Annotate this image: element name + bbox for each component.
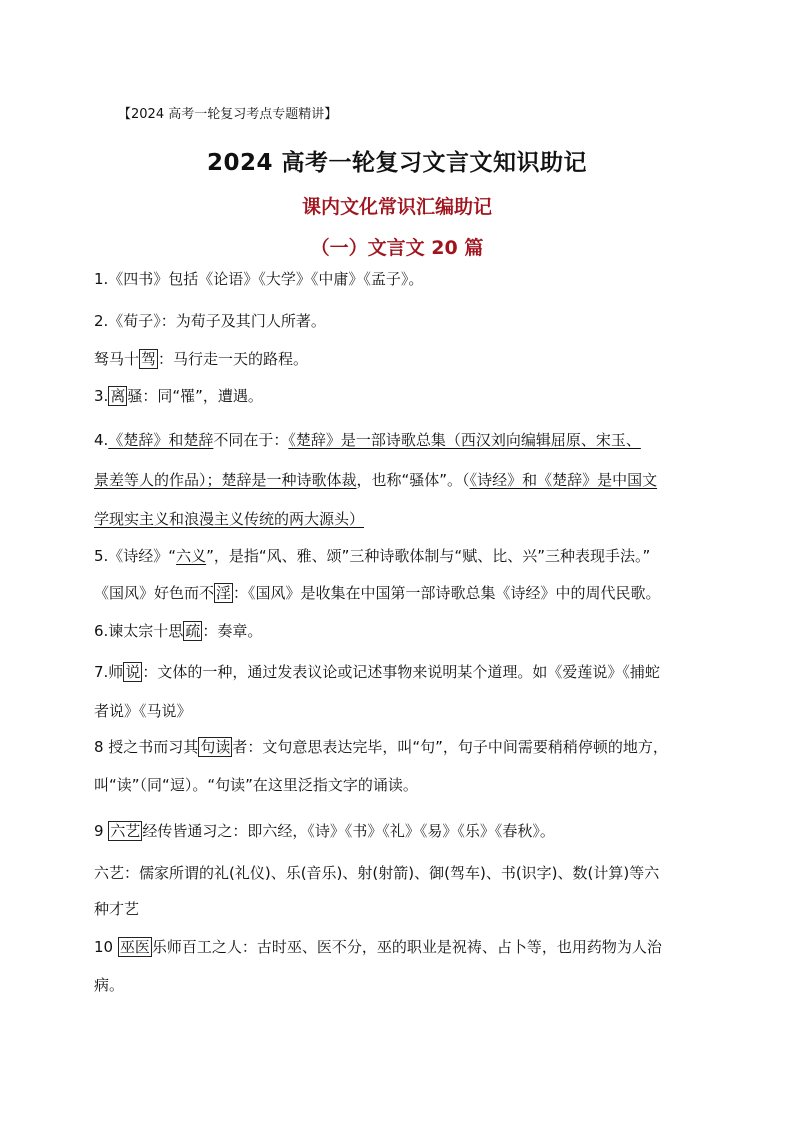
text: 4.: [94, 431, 109, 449]
text: 经传皆通习之：即六经，《诗》《书》《礼》《易》《乐》《春秋》。: [142, 822, 555, 840]
keyword-box: 巫医: [119, 938, 150, 956]
underlined-text: 六义: [176, 547, 207, 565]
text: 骚：同“罹”，遭遇。: [127, 387, 263, 405]
text: 6.谏太宗十思: [94, 622, 184, 640]
text: 5.《诗经》“: [94, 547, 177, 565]
item-9-note: 六艺：儒家所谓的礼(礼仪)、乐(音乐)、射(射箭)、御(驾车)、书(识字)、数(计算)等六: [94, 864, 660, 882]
underlined-text: 景差等人的作品）；楚辞是一种诗歌体裁: [94, 471, 357, 489]
text: 驽马十: [94, 350, 140, 368]
item-10: [94, 936, 662, 958]
text: 10: [94, 938, 118, 956]
keyword-box: 句读: [200, 738, 231, 756]
keyword-box: 驾: [141, 350, 157, 368]
item-8: [94, 736, 668, 758]
text: 8 授之书而习其: [94, 738, 199, 756]
underlined-text: 《诗经》和《楚辞》是中国文: [469, 471, 658, 489]
text: 乐师百工之人：古时巫、医不分，巫的职业是祝祷、占卜等，也用药物为人治: [151, 938, 662, 956]
item-7: [94, 661, 660, 683]
text: ：文体的一种，通过发表议论或记述事物来说明某个道理。如《爱莲说》《捕蛇: [142, 663, 660, 681]
text: ，也称“骚体”。（: [356, 471, 470, 489]
keyword-box: 淫: [216, 584, 232, 602]
item-2: 2.《荀子》：为荀子及其门人所著。: [94, 312, 326, 330]
item-4: [94, 429, 641, 451]
page-title: 2024 高考一轮复习文言文知识助记: [206, 150, 588, 176]
keyword-box: 说: [125, 663, 141, 681]
header-tag: 【2024 高考一轮复习考点专题精讲】: [118, 107, 338, 122]
item-2-note: [94, 348, 308, 370]
item-9-note-cont: 种才艺: [94, 900, 140, 918]
item-4-end: 学现实主义和浪漫主义传统的两大源头）: [94, 510, 365, 528]
text: ：《国风》是收集在中国第一部诗歌总集《诗经》中的周代民歌。: [233, 584, 661, 602]
keyword-box: 疏: [185, 622, 201, 640]
subtitle: 课内文化常识汇编助记: [301, 196, 492, 218]
item-7-cont: 者说》《马说》: [94, 702, 192, 720]
underlined-text: 《楚辞》是一部诗歌总集（西汉刘向编辑屈原、宋玉、: [288, 431, 641, 449]
keyword-box: 离: [110, 387, 126, 405]
text: 《国风》好色而不: [94, 584, 215, 602]
section-heading: （一）文言文 20 篇: [310, 237, 484, 259]
item-3: [94, 385, 263, 407]
text: ”，是指“风、雅、颂”三种诗歌体制与“赋、比、兴”三种表现手法。”: [206, 547, 651, 565]
item-4-cont: [94, 469, 657, 491]
text: 3.: [94, 387, 109, 405]
item-9: [94, 820, 555, 842]
underlined-text: 《楚辞》和楚辞: [108, 431, 214, 449]
text: 7.师: [94, 663, 124, 681]
item-6: [94, 620, 262, 642]
text: 不同在于：: [213, 431, 289, 449]
text: 者：文句意思表达完毕，叫“句”，句子中间需要稍稍停顿的地方，: [232, 738, 668, 756]
item-5: [94, 545, 650, 567]
item-5-note: [94, 582, 661, 604]
item-8-cont: 叫“读”（同“逗）。“句读”在这里泛指文字的诵读。: [94, 776, 418, 794]
keyword-box: 六艺: [110, 822, 141, 840]
item-10-cont: 病。: [94, 976, 125, 994]
text: ：奏章。: [202, 622, 263, 640]
text: ：马行走一天的路程。: [158, 350, 309, 368]
text: 9: [94, 822, 109, 840]
item-1: 1.《四书》包括《论语》《大学》《中庸》《孟子》。: [94, 270, 424, 288]
